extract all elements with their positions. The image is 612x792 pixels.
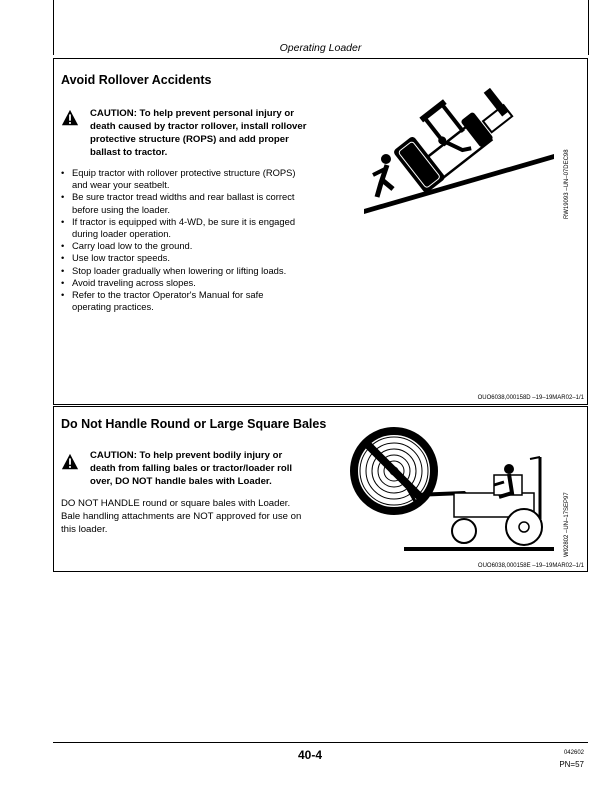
footer-rule <box>53 742 588 743</box>
list-item: • Refer to the tractor Operator's Manual for safe operating practices. <box>61 289 331 313</box>
caution-line: death caused by tractor rollover, install rollover <box>90 121 307 132</box>
section-no-bales <box>53 406 588 572</box>
list-item: • Equip tractor with rollover protective structure (ROPS) and wear your seatbelt. <box>61 167 331 191</box>
warning-triangle-icon <box>61 453 79 471</box>
caution-text <box>90 449 325 488</box>
reference-code: OUO6038,000158E –19–19MAR02–1/1 <box>477 563 584 569</box>
warning-triangle-icon <box>61 109 79 127</box>
section-avoid-rollover <box>53 58 588 405</box>
caution-line: over, DO NOT handle bales with Loader. <box>90 476 272 487</box>
body-line: DO NOT HANDLE round or square bales with Loader. <box>61 498 291 509</box>
tractor-rollover-illustration <box>359 79 559 219</box>
pn-label: PN=57 <box>559 760 584 769</box>
list-item: • Use low tractor speeds. <box>61 252 331 264</box>
document-date-code: 042602 <box>563 750 584 756</box>
safety-bullet-list <box>61 167 331 313</box>
caution-line: CAUTION: To help prevent personal injury or <box>90 108 294 119</box>
reference-code: OUO6038,000158D –19–19MAR02–1/1 <box>477 395 584 401</box>
section-title: Do Not Handle Round or Large Square Bales <box>61 417 327 431</box>
page-number: 40-4 <box>297 748 323 762</box>
caution-text <box>90 107 325 159</box>
page-header-title: Operating Loader <box>279 42 362 54</box>
caution-line: death from falling bales or tractor/loader roll <box>90 463 293 474</box>
list-item: • Stop loader gradually when lowering or lifting loads. <box>61 265 331 277</box>
caution-line: CAUTION: To help prevent bodily injury or <box>90 450 283 461</box>
header-rule-right <box>588 0 589 55</box>
body-text <box>61 497 331 536</box>
image-code: W92802 –UN–17SEP97 <box>564 492 570 557</box>
list-item: • Avoid traveling across slopes. <box>61 277 331 289</box>
caution-line: protective structure (ROPS) and add proper <box>90 134 289 145</box>
body-line: Bale handling attachments are NOT approved for use on <box>61 511 302 522</box>
body-line: this loader. <box>61 524 108 535</box>
caution-line: ballast to tractor. <box>90 147 168 158</box>
image-code: RW19093 –UN–07DEC98 <box>564 149 570 219</box>
section-title: Avoid Rollover Accidents <box>61 73 212 87</box>
list-item: • Be sure tractor tread widths and rear ballast is correct before using the loader. <box>61 191 331 215</box>
list-item: • If tractor is equipped with 4-WD, be sure it is engaged during loader operation. <box>61 216 331 240</box>
no-bale-handling-illustration <box>344 427 559 557</box>
list-item: • Carry load low to the ground. <box>61 240 331 252</box>
